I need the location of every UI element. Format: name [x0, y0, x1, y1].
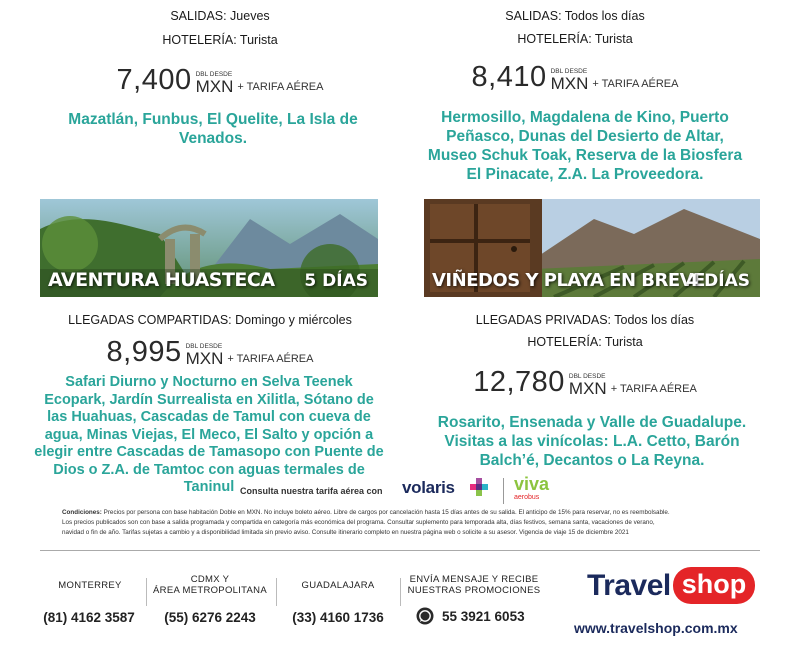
contact-label: CDMX Y [190, 574, 230, 585]
price-amount: 8,410 [471, 61, 547, 93]
price-dbl: DBL DESDE [568, 372, 606, 380]
left-top-hoteleria: HOTELERÍA: Turista [162, 33, 278, 47]
phone-number[interactable]: (33) 4160 1736 [292, 610, 384, 625]
contact-label: ÁREA METROPOLITANA [153, 585, 267, 596]
footer-separator [146, 578, 147, 606]
contact-label: ENVÍA MENSAJE Y RECIBE [409, 574, 539, 585]
right-top-price [410, 63, 740, 92]
footer-separator [276, 578, 277, 606]
price-tarifa: + TARIFA AÉREA [237, 81, 324, 93]
contact-guadalajara-phone[interactable] [282, 610, 394, 625]
phone-number[interactable]: 55 3921 6053 [442, 608, 525, 624]
contact-cdmx-phone[interactable] [152, 610, 268, 625]
price-tarifa: + TARIFA AÉREA [610, 383, 697, 395]
banner-days: 5 DÍAS [304, 271, 368, 291]
left-top-description: Mazatlán, Funbus, El Quelite, La Isla de Venados. [68, 111, 358, 147]
price-amount: 12,780 [473, 366, 565, 398]
conditions-line-1: Condiciones: Precios por persona con base habitación Doble en MXN. No incluye boleto aéreo. Libre de cargos por cancelación hasta 15 días antes de su salida. El anticipo de 15% para reservar, no es reembolsable. [62, 509, 670, 516]
left-bottom-llegadas: LLEGADAS COMPARTIDAS: Domingo y miércoles [68, 313, 352, 327]
conditions-line-3: navidad o fin de año. Tarifas sujetas a cambio y a disponibilidad limitada sin previo aviso. Consulte itinerario completo en nuestra página web o solicite a su asesor. Vigencia de viaje 15 de diciembre 2021 [62, 529, 629, 536]
aerobus-logo: aerobus [514, 494, 540, 501]
right-top-hoteleria: HOTELERÍA: Turista [517, 32, 633, 46]
price-currency: MXN [550, 74, 589, 93]
banner-title: AVENTURA HUASTECA [48, 269, 275, 291]
logo-shop: shop [673, 567, 756, 604]
viva-logo: viva [514, 474, 550, 494]
price-amount: 7,400 [116, 64, 192, 96]
left-bottom-price [40, 338, 380, 367]
conditions-line-2: Los precios publicados son con base a salida programada y compartida en categoría más económica del programa. Consultar suplemento para temporada alta, días festivos, semana santa, vacaciones de verano, [62, 519, 655, 526]
logo-travel: Travel [587, 568, 671, 602]
airline-consulta-text: Consulta nuestra tarifa aérea con [240, 486, 383, 496]
contact-monterrey-phone[interactable] [36, 610, 142, 625]
price-tarifa: + TARIFA AÉREA [227, 353, 314, 365]
conditions-label: Condiciones: [62, 509, 102, 516]
banner-days: 4 DÍAS [686, 271, 750, 291]
contact-cdmx [150, 574, 270, 596]
website-link[interactable]: www.travelshop.com.mx [574, 620, 738, 636]
footer-divider [40, 550, 760, 551]
price-dbl: DBL DESDE [195, 70, 233, 78]
contact-label: GUADALAJARA [301, 580, 375, 591]
price-tarifa: + TARIFA AÉREA [592, 78, 679, 90]
price-currency: MXN [195, 77, 234, 96]
contact-whatsapp-phone[interactable] [416, 607, 525, 625]
conditions-text [62, 508, 762, 538]
price-dbl: DBL DESDE [550, 67, 588, 75]
price-dbl: DBL DESDE [185, 342, 223, 350]
right-bottom-hoteleria: HOTELERÍA: Turista [527, 335, 643, 349]
left-top-price [40, 66, 400, 95]
contact-label: MONTERREY [58, 580, 122, 591]
right-bottom-description: Rosarito, Ensenada y Valle de Guadalupe. Visitas a las vinícolas: L.A. Cetto, Barón Balch’é, Decantos o La Reyna. [437, 414, 747, 469]
airline-divider [503, 478, 504, 504]
contact-whatsapp [404, 574, 544, 596]
price-currency: MXN [185, 349, 224, 368]
footer-separator [400, 578, 401, 606]
volaris-logo: volaris [402, 478, 455, 497]
travelshop-logo[interactable] [587, 567, 755, 604]
phone-number[interactable]: (55) 6276 2243 [164, 610, 256, 625]
contact-monterrey [40, 580, 140, 591]
whatsapp-icon [416, 607, 434, 625]
right-top-description: Hermosillo, Magdalena de Kino, Puerto Peñasco, Dunas del Desierto de Altar, Museo Schuk Toak, Reserva de la Biosfera El Pinacate, Z.A. La Proveedora. [427, 109, 743, 183]
right-bottom-llegadas: LLEGADAS PRIVADAS: Todos los días [475, 313, 695, 327]
price-amount: 8,995 [106, 336, 182, 368]
right-top-salidas: SALIDAS: Todos los días [505, 9, 645, 23]
contact-guadalajara [282, 580, 394, 591]
phone-number[interactable]: (81) 4162 3587 [43, 610, 135, 625]
banner-aventura-huasteca [40, 199, 378, 297]
left-top-salidas: SALIDAS: Jueves [170, 9, 270, 23]
right-bottom-price [420, 368, 750, 397]
volaris-cross-icon [467, 478, 491, 500]
contact-label: NUESTRAS PROMOCIONES [407, 585, 541, 596]
price-currency: MXN [568, 379, 607, 398]
banner-vinedos-playa [424, 199, 760, 297]
banner-title: VIÑEDOS Y PLAYA EN BREVE [432, 270, 705, 291]
left-bottom-description: Safari Diurno y Nocturno en Selva Teenek Ecopark, Jardín Surrealista en Xilitla, Sótano de las Huahuas, Cascadas de Tamul con cueva de agua, Minas Viejas, El Meco, El Salto y opción a elegir entre Cascadas de Tamasopo con Puente de Dios o Z.A. de Tamtoc con aguas termales de Taninul [34, 374, 384, 495]
